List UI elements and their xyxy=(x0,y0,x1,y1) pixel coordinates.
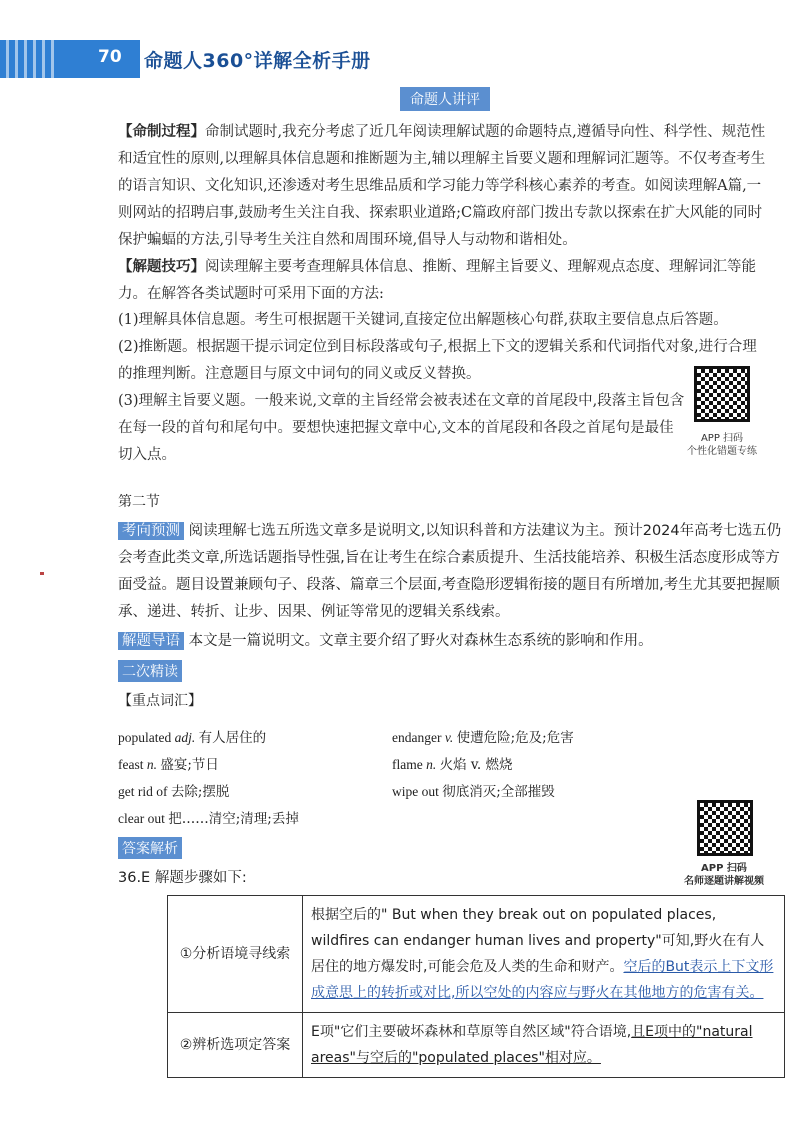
forecast-text: 阅读理解七选五所选文章多是说明文,以知识科普和方法建议为主。预计2024年高考七选五仍会考查此类文章,所选话题指导性强,旨在让考生在综合素质提升、生活技能培养、积极生活态度形成等方面受益。题目设置兼顾句子、段落、篇章三个层面,考查隐形逻辑衔接的题目有所增加,考生尤其要把握顺承、递进、转折、让步、因果、例证等常见的逻辑关系线索。 xyxy=(118,523,782,620)
step-body: 根据空后的" But when they break out on populated places, wildfires can endanger human lives and property"可知,野火在有人居住的地方爆发时,可能会危及人类的生命和财产。空后的But表示上下文形成意思上的转折或对比,所以空处的内容应与野火在其他地方的危害有关。 xyxy=(303,896,785,1013)
qr-caption-1 xyxy=(672,432,772,458)
table-row xyxy=(168,896,785,1013)
vocab-item: endanger v. 使遭危险;危及;危害 xyxy=(392,730,574,746)
answer-line: 36.E 解题步骤如下: xyxy=(118,870,247,886)
vocab-item: feast n. 盛宴;节日 xyxy=(118,757,219,773)
vocab-item: clear out 把……清空;清理;丢掉 xyxy=(118,811,299,827)
vocab-item: wipe out 彻底消灭;全部摧毁 xyxy=(392,784,555,800)
step-head: ①分析语境寻线索 xyxy=(168,896,303,1013)
commentary-tag: 命题人讲评 xyxy=(400,87,490,111)
guide-paragraph xyxy=(118,628,786,655)
tip-3: (3)理解主旨要义题。一般来说,文章的主旨经常会被表述在文章的首尾段中,段落主旨包含在每一段的首句和尾句中。要想快速把握文章中心,文本的首尾段和各段之首尾句是最佳切入点。 xyxy=(118,393,685,463)
section-title: 第二节 xyxy=(118,494,160,510)
tip-1: (1)理解具体信息题。考生可根据题干关键词,直接定位出解题核心句群,获取主要信息点后答题。 xyxy=(118,312,728,328)
qr-caption-2-line1: APP 扫码 xyxy=(701,863,747,874)
header-decoration xyxy=(0,40,56,78)
answer-tag: 答案解析 xyxy=(118,837,182,859)
qr-caption-1-line1: APP 扫码 xyxy=(700,433,744,444)
table-row xyxy=(168,1013,785,1078)
skills-paragraph xyxy=(118,253,768,308)
page-number: 70 xyxy=(98,47,122,67)
guide-tag: 解题导语 xyxy=(118,632,184,650)
book-title: 命题人360°详解全析手册 xyxy=(144,50,371,72)
process-paragraph xyxy=(118,118,768,254)
skills-text: 阅读理解主要考查理解具体信息、推断、理解主旨要义、理解观点态度、理解词汇等能力。在解答各类试题时可采用下面的方法: xyxy=(118,259,756,302)
qr-caption-2 xyxy=(670,862,778,888)
qr-code-icon[interactable] xyxy=(694,366,750,422)
forecast-paragraph xyxy=(118,518,786,626)
qr-caption-1-line2: 个性化错题专练 xyxy=(687,446,757,457)
tip-2: (2)推断题。根据题干提示词定位到目标段落或句子,根据上下文的逻辑关系和代词指代对象,进行合理的推理判断。注意题目与原文中词句的同义或反义替换。 xyxy=(118,339,757,382)
vocab-title: 【重点词汇】 xyxy=(118,693,202,709)
qr-caption-2-line2: 名师逐题讲解视频 xyxy=(684,876,764,887)
step-head: ②辨析选项定答案 xyxy=(168,1013,303,1078)
skills-label: 【解题技巧】 xyxy=(118,258,205,275)
qr-code-icon[interactable] xyxy=(697,800,753,856)
process-label: 【命制过程】 xyxy=(118,123,205,140)
step-body: E项"它们主要破坏森林和草原等自然区域"符合语境,且E项中的"natural areas"与空后的"populated places"相对应。 xyxy=(303,1013,785,1078)
vocab-item: get rid of 去除;摆脱 xyxy=(118,784,230,800)
process-text: 命制试题时,我充分考虑了近几年阅读理解试题的命题特点,遵循导向性、科学性、规范性和适宜性的原则,以理解具体信息题和推断题为主,辅以理解主旨要义题和理解词汇题等。不仅考查考生的语言知识、文化知识,还渗透对考生思维品质和学习能力等学科核心素养的考查。如阅读理解A篇,一则网站的招聘启事,鼓励考生关注自我、探索职业道路;C篇政府部门拨出专款以探索在扩大风能的同时保护蝙蝠的方法,引导考生关注自然和周围环境,倡导人与动物和谐相处。 xyxy=(118,124,766,248)
guide-text: 本文是一篇说明文。文章主要介绍了野火对森林生态系统的影响和作用。 xyxy=(188,633,653,649)
vocab-item: populated adj. 有人居住的 xyxy=(118,730,267,746)
forecast-tag: 考向预测 xyxy=(118,522,184,540)
steps-table xyxy=(167,895,785,1078)
reread-tag: 二次精读 xyxy=(118,660,182,682)
margin-mark xyxy=(40,572,44,575)
vocab-item: flame n. 火焰 v. 燃烧 xyxy=(392,757,513,773)
